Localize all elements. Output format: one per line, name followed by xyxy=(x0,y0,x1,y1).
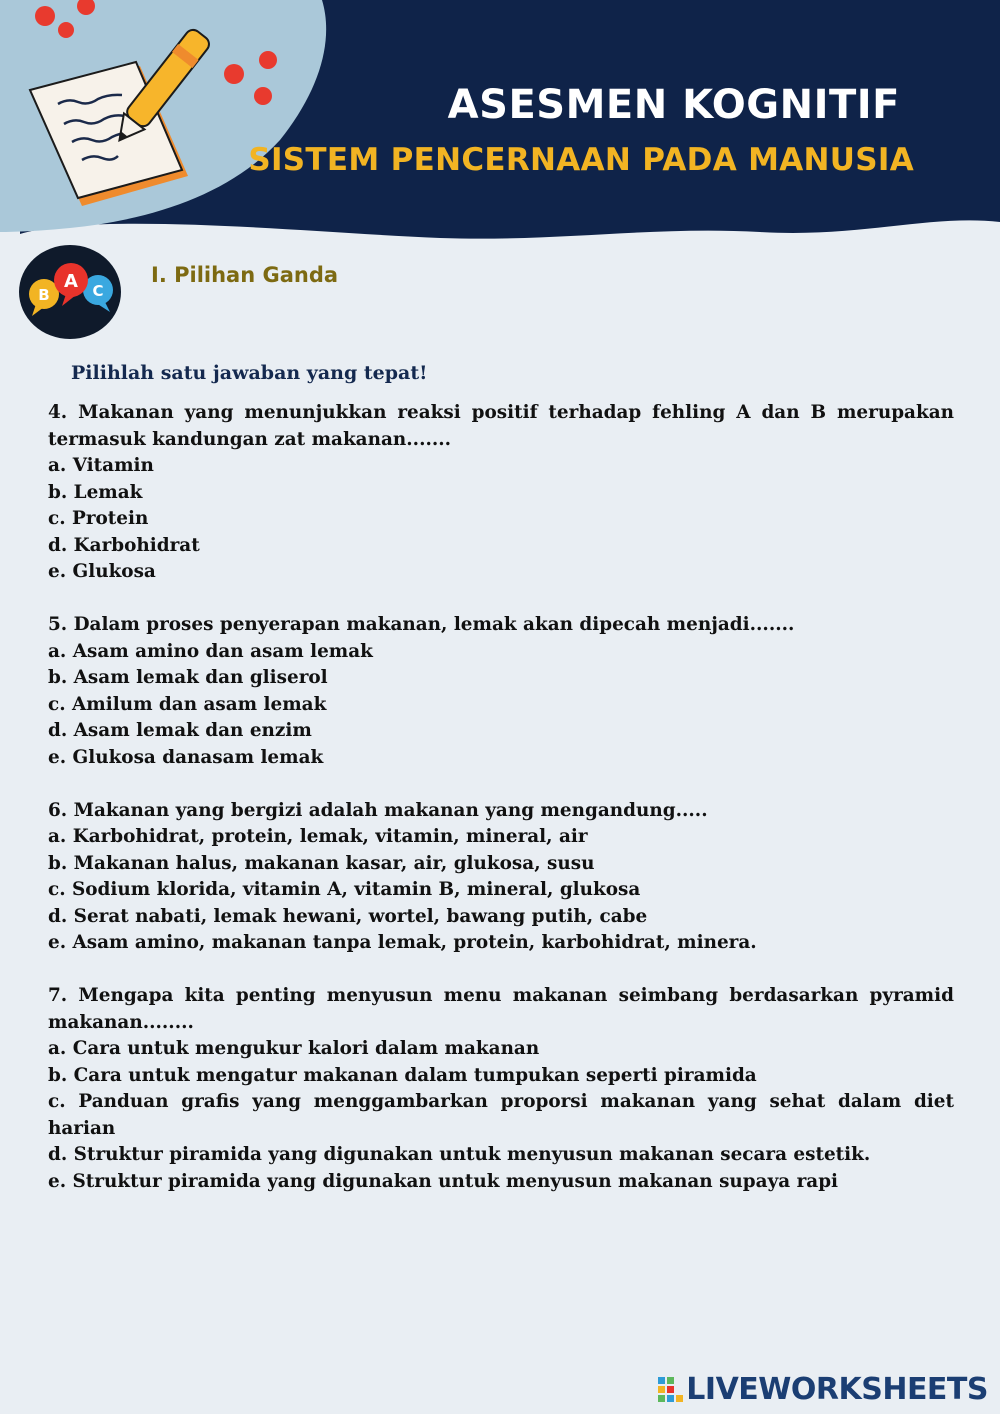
option-a[interactable]: a. Asam amino dan asam lemak xyxy=(48,640,373,662)
option-c[interactable]: c. Panduan grafis yang menggambarkan proporsi makanan yang sehat dalam diet harian xyxy=(48,1091,954,1139)
red-petal xyxy=(254,87,272,105)
header-banner xyxy=(0,0,1000,260)
option-c[interactable]: c. Sodium klorida, vitamin A, vitamin B, mineral, glukosa xyxy=(48,879,641,900)
question-text: 7. Mengapa kita penting menyusun menu makanan seimbang berdasarkan pyramid makanan........ xyxy=(48,985,954,1033)
option-c[interactable]: c. Amilum dan asam lemak xyxy=(48,693,327,715)
option-b[interactable]: b. Asam lemak dan gliserol xyxy=(48,667,328,688)
question-7 xyxy=(48,983,954,1195)
option-a[interactable]: a. Vitamin xyxy=(48,455,154,476)
question-5 xyxy=(48,612,954,771)
option-e[interactable]: e. Asam amino, makanan tanpa lemak, protein, karbohidrat, minera. xyxy=(48,932,757,953)
option-d[interactable]: d. Asam lemak dan enzim xyxy=(48,720,312,741)
option-a[interactable]: a. Karbohidrat, protein, lemak, vitamin, mineral, air xyxy=(48,826,588,847)
option-b[interactable]: b. Lemak xyxy=(48,481,143,503)
red-petal xyxy=(58,22,74,38)
option-d[interactable]: d. Serat nabati, lemak hewani, wortel, bawang putih, cabe xyxy=(48,905,648,927)
option-e[interactable]: e. Glukosa danasam lemak xyxy=(48,746,324,768)
section-title: I. Pilihan Ganda xyxy=(151,263,339,287)
brand-name: LIVEWORKSHEETS xyxy=(686,1372,988,1407)
badge-letter-b: B xyxy=(38,286,50,304)
red-petal xyxy=(224,64,244,84)
page-subtitle: SISTEM PENCERNAAN PADA MANUSIA xyxy=(248,142,914,178)
page-title: ASESMEN KOGNITIF xyxy=(447,82,900,128)
badge-letter-a: A xyxy=(64,271,78,292)
red-petal xyxy=(259,51,277,69)
abc-quiz-icon xyxy=(18,244,124,340)
question-text: 6. Makanan yang bergizi adalah makanan yang mengandung..... xyxy=(48,799,708,821)
option-b[interactable]: b. Makanan halus, makanan kasar, air, glukosa, susu xyxy=(48,852,595,874)
question-text: 4. Makanan yang menunjukkan reaksi positif terhadap fehling A dan B merupakan termasuk kandungan zat makanan....... xyxy=(48,402,954,450)
liveworksheets-logo xyxy=(658,1372,988,1407)
question-text: 5. Dalam proses penyerapan makanan, lemak akan dipecah menjadi....... xyxy=(48,614,795,635)
badge-letter-c: C xyxy=(92,282,104,300)
option-b[interactable]: b. Cara untuk mengatur makanan dalam tumpukan seperti piramida xyxy=(48,1064,757,1086)
liveworksheets-grid-icon xyxy=(658,1377,684,1403)
option-e[interactable]: e. Struktur piramida yang digunakan untuk menyusun makanan supaya rapi xyxy=(48,1170,839,1192)
option-d[interactable]: d. Struktur piramida yang digunakan untuk menyusun makanan secara estetik. xyxy=(48,1144,871,1165)
question-6 xyxy=(48,798,954,957)
instruction-text: Pilihlah satu jawaban yang tepat! xyxy=(71,362,428,384)
option-d[interactable]: d. Karbohidrat xyxy=(48,534,200,556)
option-c[interactable]: c. Protein xyxy=(48,508,149,529)
red-petal xyxy=(35,6,55,26)
option-a[interactable]: a. Cara untuk mengukur kalori dalam makanan xyxy=(48,1038,540,1059)
question-list xyxy=(48,400,954,1222)
question-4 xyxy=(48,400,954,586)
option-e[interactable]: e. Glukosa xyxy=(48,561,156,582)
